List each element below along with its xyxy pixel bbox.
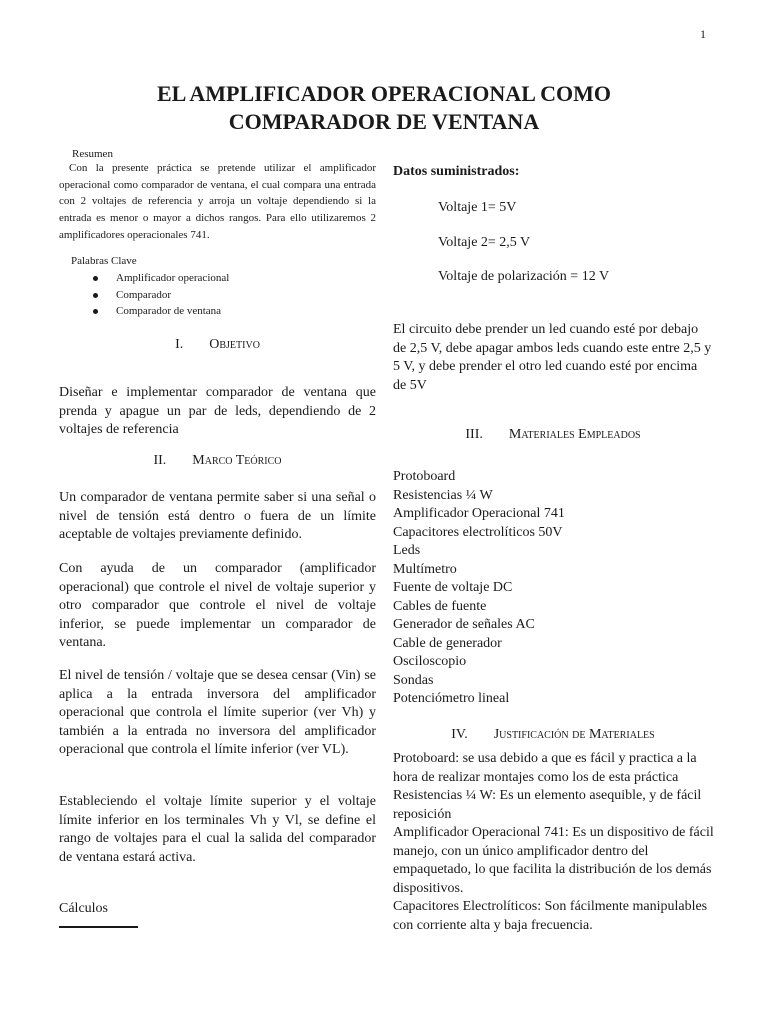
material-item: Resistencias ¼ W [393,487,493,503]
material-item: Multímetro [393,561,457,577]
circuit-requirement-text: El circuito debe prender un led cuando esté por debajo de 2,5 V, debe apagar ambos leds cuando este entre 2,5 y 5 V, y debe prender el otro led cuando esté por encima de 5V [393,322,712,393]
justification-item: Amplificador Operacional 741: Es un dispositivo de fácil manejo, con un único amplificador dentro del empaquetado, lo que facilita la distribución de los demás dispositivos. [393,825,714,896]
abstract-text: Con la presente práctica se pretende utilizar el amplificador operacional como comparador de ventana, el cual compara una entrada con 2 voltajes de referencia y arroja un voltaje dependiendo si la entrada es menor o mayor a dichos rangos. Para ello utilizaremos 2 amplificadores operacionales 741. [59,162,376,241]
material-item: Cables de fuente [393,598,487,614]
material-item: Generador de señales AC [393,617,535,632]
keyword-item: Comparador de ventana [72,303,372,320]
paper-title-line-2: COMPARADOR DE VENTANA [228,109,540,134]
paper-title-line-1: EL AMPLIFICADOR OPERACIONAL COMO [156,81,612,106]
paper-title [0,80,768,136]
theory-paragraph: Con ayuda de un comparador (amplificador operacional) que controle el nivel de voltaje superior y otro comparador que controle el nivel de voltaje inferior, se puede implementar un comparador de ventana. [59,561,376,650]
section-heading-materials [393,427,713,443]
material-item: Osciloscopio [393,654,467,669]
material-item: Sondas [393,672,434,688]
keyword-item: Comparador [72,287,372,304]
objective-text: Diseñar e implementar comparador de ventana que prenda y apague un par de leds, dependiendo de 2 voltajes de referencia [59,385,376,437]
justification-item: Capacitores Electrolíticos: Son fácilmente manipulables con corriente alta y baja frecuencia. [393,899,708,933]
section-title: Objetivo [209,337,260,352]
material-item: Protoboard [393,469,456,484]
material-item: Potenciómetro lineal [393,691,510,706]
theory-paragraph: El nivel de tensión / voltaje que se desea censar (Vin) se aplica a la entrada inversora del amplificador operacional que controla el límite superior (ver Vh) y también a la entrada no inversora del amplificador operacional que controla el límite inferior (ver VL). [59,668,376,757]
keyword-item: Amplificador operacional [72,270,372,287]
section-number: II. [153,453,167,468]
section-heading-theory [59,453,376,469]
supplied-data-item: Voltaje 1= 5V [438,200,517,215]
section-number: IV. [451,727,468,742]
section-heading-justification [393,727,713,743]
section-heading-objective [59,337,376,353]
section-title: Justificación de Materiales [493,727,655,742]
justification-item: Resistencias ¼ W: Es un elemento asequible, y de fácil reposición [393,788,702,822]
materials-list [393,468,713,709]
material-item: Amplificador Operacional 741 [393,506,565,521]
abstract-heading: Resumen [72,148,113,160]
justification-item: Protoboard: se usa debido a que es fácil y practica a la hora de realizar montajes como los de esta práctica [393,751,697,785]
material-item: Fuente de voltaje DC [393,580,513,595]
material-item: Capacitores electrolíticos 50V [393,524,563,540]
keywords-list [72,270,372,320]
theory-paragraph: Estableciendo el voltaje límite superior y el voltaje límite inferior en los terminales Vh y Vl, se define el rango de voltajes para el cual la salida del comparador de ventana estará activa. [59,794,376,865]
section-number: I. [175,337,184,352]
supplied-data-heading: Datos suministrados: [393,164,520,179]
section-title: Materiales Empleados [508,427,641,442]
section-number: III. [465,427,483,442]
supplied-data-item: Voltaje 2= 2,5 V [438,235,531,250]
page-number: 1 [700,27,706,41]
supplied-data-item: Voltaje de polarización = 12 V [438,269,610,284]
section-title: Marco Teórico [192,453,282,468]
material-item: Leds [393,543,421,558]
calculations-label: Cálculos [59,901,108,916]
material-item: Cable de generador [393,635,502,651]
keywords-heading: Palabras Clave [71,255,137,267]
theory-paragraph: Un comparador de ventana permite saber si una señal o nivel de tensión está dentro o fuera de un límite aceptable de voltajes previamente definido. [59,490,376,542]
justification-list [393,750,715,935]
calculations-underline [59,926,138,928]
